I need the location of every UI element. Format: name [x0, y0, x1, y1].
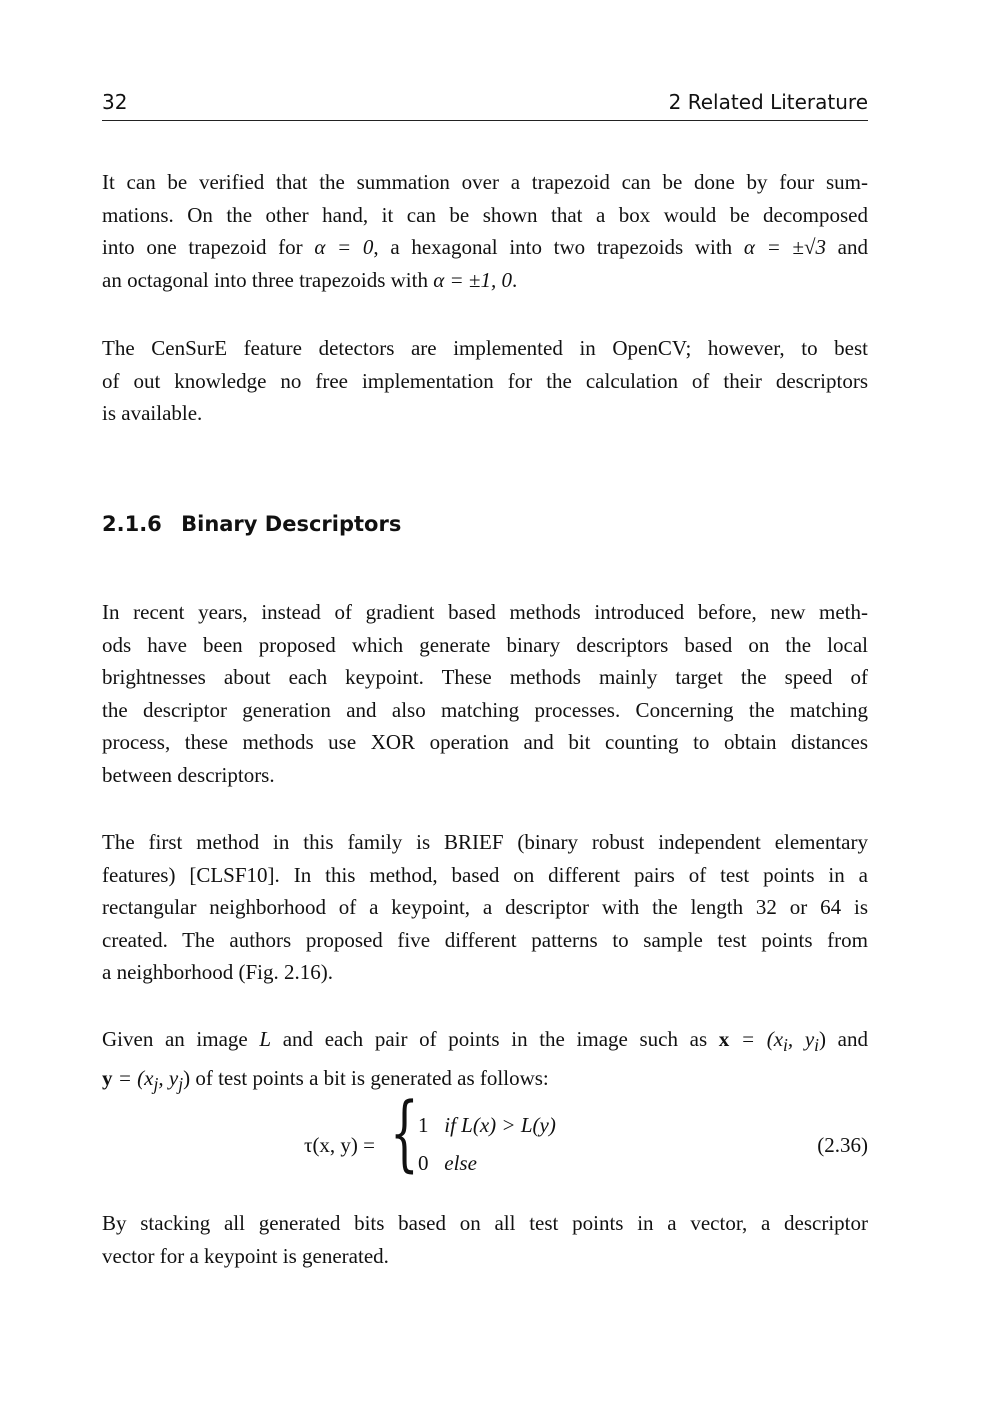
text-line: It can be verified that the summation over a trapezoid can be done by four sum-: [102, 170, 868, 194]
text-line: into one trapezoid for α = 0, a hexagonal into two trapezoids with α = ±√3 and: [102, 235, 868, 260]
paragraph-brief: [102, 826, 868, 989]
equation-block: [102, 1086, 868, 1193]
equation-case-2: 0 else: [418, 1151, 477, 1175]
equation-lhs: τ(x, y) =: [304, 1133, 376, 1157]
section-title: Binary Descriptors: [181, 512, 402, 536]
text-line: $y = (x_j$, $y_j$) of test points a bit is generated as follows:: [102, 1065, 549, 1094]
paragraph-binary-intro: [102, 596, 868, 792]
text-line: a neighborhood (Fig. 2.16).: [102, 960, 333, 985]
text-line: brightnesses about each keypoint. These methods mainly target the speed of: [102, 665, 868, 690]
text-line: features) [CLSF10]. In this method, based on different pairs of test points in a: [102, 862, 868, 887]
paragraph-stacking: [102, 1207, 868, 1272]
text-line: is available.: [102, 401, 203, 426]
section-number: 2.1.6: [102, 512, 162, 536]
text-line: ods have been proposed which generate binary descriptors based on the local: [102, 632, 868, 657]
text-line: of out knowledge no free implementation for the calculation of their descriptors: [102, 368, 868, 393]
text-line: The CenSurE feature detectors are implemented in OpenCV; however, to best: [102, 336, 868, 360]
section-heading: [102, 512, 401, 536]
left-brace-icon: {: [390, 1086, 419, 1181]
paragraph-given-image: [102, 1023, 868, 1101]
equation-number: (2.36): [817, 1133, 868, 1157]
text-line: between descriptors.: [102, 762, 275, 787]
paragraph-trapezoid: [102, 166, 868, 296]
math-inline: α = ±√3: [743, 235, 826, 260]
text-line: rectangular neighborhood of a keypoint, a descriptor with the length 32 or 64 is: [102, 895, 868, 920]
text-line: the descriptor generation and also matching processes. Concerning the matching: [102, 697, 868, 722]
text-line: created. The authors proposed five different patterns to sample test points from: [102, 927, 868, 952]
text-line: By stacking all generated bits based on all test points in a vector, a descriptor: [102, 1211, 868, 1235]
text-line: an octagonal into three trapezoids with α = ±1, 0.: [102, 267, 518, 292]
equation-case-1: 1 if L(x) > L(y): [418, 1113, 556, 1137]
running-title: 2 Related Literature: [668, 90, 868, 114]
text-line: In recent years, instead of gradient based methods introduced before, new meth-: [102, 600, 868, 624]
running-header: [102, 88, 868, 121]
math-inline: α = 0: [314, 235, 374, 260]
math-inline: α = ±1, 0: [433, 267, 512, 292]
text-line: vector for a keypoint is generated.: [102, 1243, 389, 1268]
text-line: Given an image L and each pair of points in the image such as $x = (x_i$, $y_i$) and: [102, 1027, 868, 1056]
page-number: 32: [102, 90, 128, 114]
text-line: mations. On the other hand, it can be shown that a box would be decomposed: [102, 202, 868, 227]
text-line: The first method in this family is BRIEF (binary robust independent elementary: [102, 830, 868, 854]
paragraph-censure: [102, 332, 868, 430]
text-line: process, these methods use XOR operation and bit counting to obtain distances: [102, 730, 868, 755]
